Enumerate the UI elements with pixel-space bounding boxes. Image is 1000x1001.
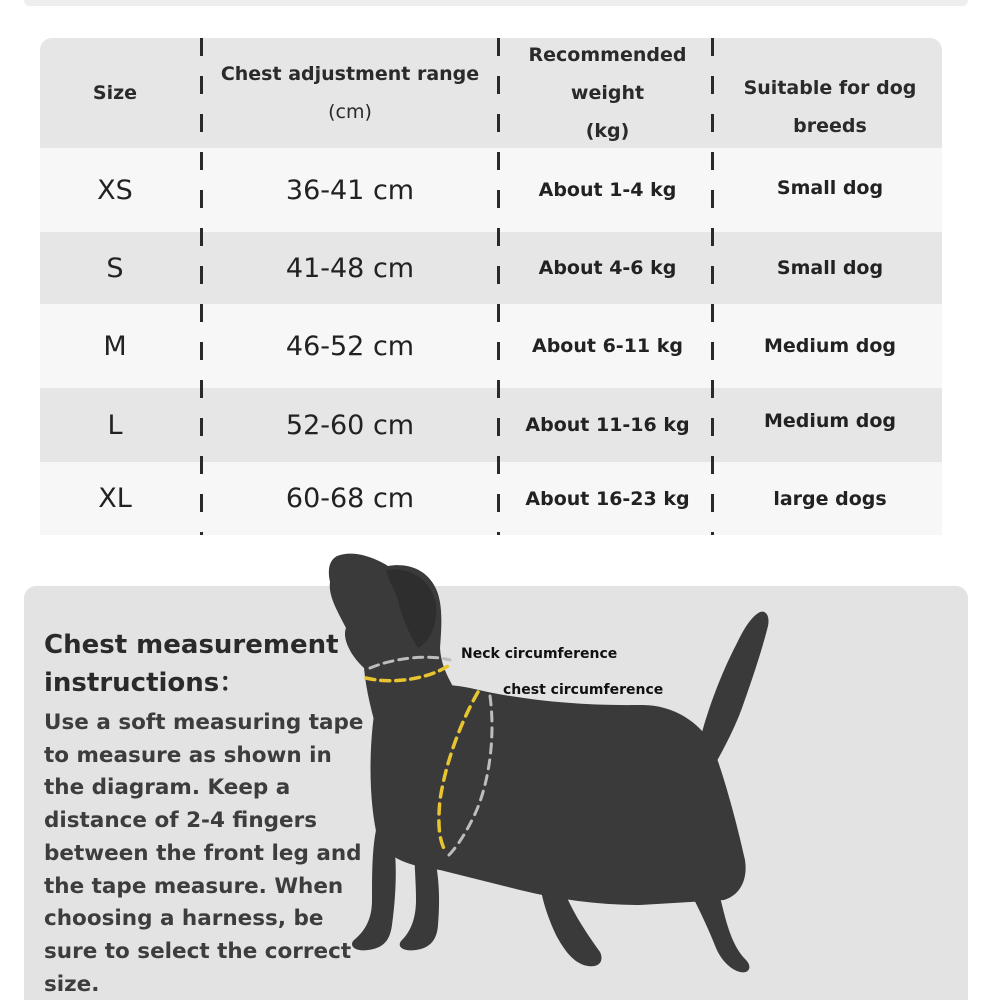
weight-cell: About 4-6 kg — [538, 257, 677, 279]
chest-range-cell: 36-41 cm — [285, 174, 415, 206]
weight-cell: About 6-11 kg — [532, 335, 683, 357]
header-size: Size — [92, 82, 138, 104]
weight-cell: About 16-23 kg — [525, 487, 690, 510]
breed-cell: Medium dog — [763, 410, 897, 432]
weight-cell: About 1-4 kg — [538, 179, 677, 201]
instructions-text: Use a soft measuring tape to measure as shown in the diagram. Keep a distance of 2-4 fingers between the front leg and the tape measure. When choosing a harness, be sure to select the correct size. — [44, 710, 364, 997]
size-cell: L — [107, 409, 123, 441]
header-suitable-breeds: Suitable for dog breeds — [743, 77, 917, 137]
size-cell: XS — [97, 174, 133, 206]
chest-range-cell: 52-60 cm — [285, 409, 415, 441]
dog-silhouette-icon — [329, 554, 769, 973]
header-recommended-weight: Recommended weight (kg) — [528, 44, 687, 142]
breed-cell: Small dog — [776, 177, 884, 199]
breed-cell: large dogs — [773, 487, 887, 510]
size-cell: M — [103, 330, 127, 362]
chest-range-cell: 41-48 cm — [285, 252, 415, 284]
size-cell: XL — [98, 483, 132, 514]
size-cell: S — [106, 252, 124, 284]
chest-range-cell: 46-52 cm — [285, 330, 415, 362]
breed-cell: Medium dog — [763, 335, 897, 357]
chest-circumference-label: chest circumference — [503, 682, 664, 698]
chest-range-cell: 60-68 cm — [285, 483, 415, 514]
header-chest-range: Chest adjustment range (cm) — [220, 63, 480, 123]
instructions-title: Chest measurement instructions： — [44, 630, 339, 698]
weight-cell: About 11-16 kg — [525, 414, 690, 436]
neck-circumference-label: Neck circumference — [461, 646, 618, 662]
breed-cell: Small dog — [776, 257, 884, 279]
